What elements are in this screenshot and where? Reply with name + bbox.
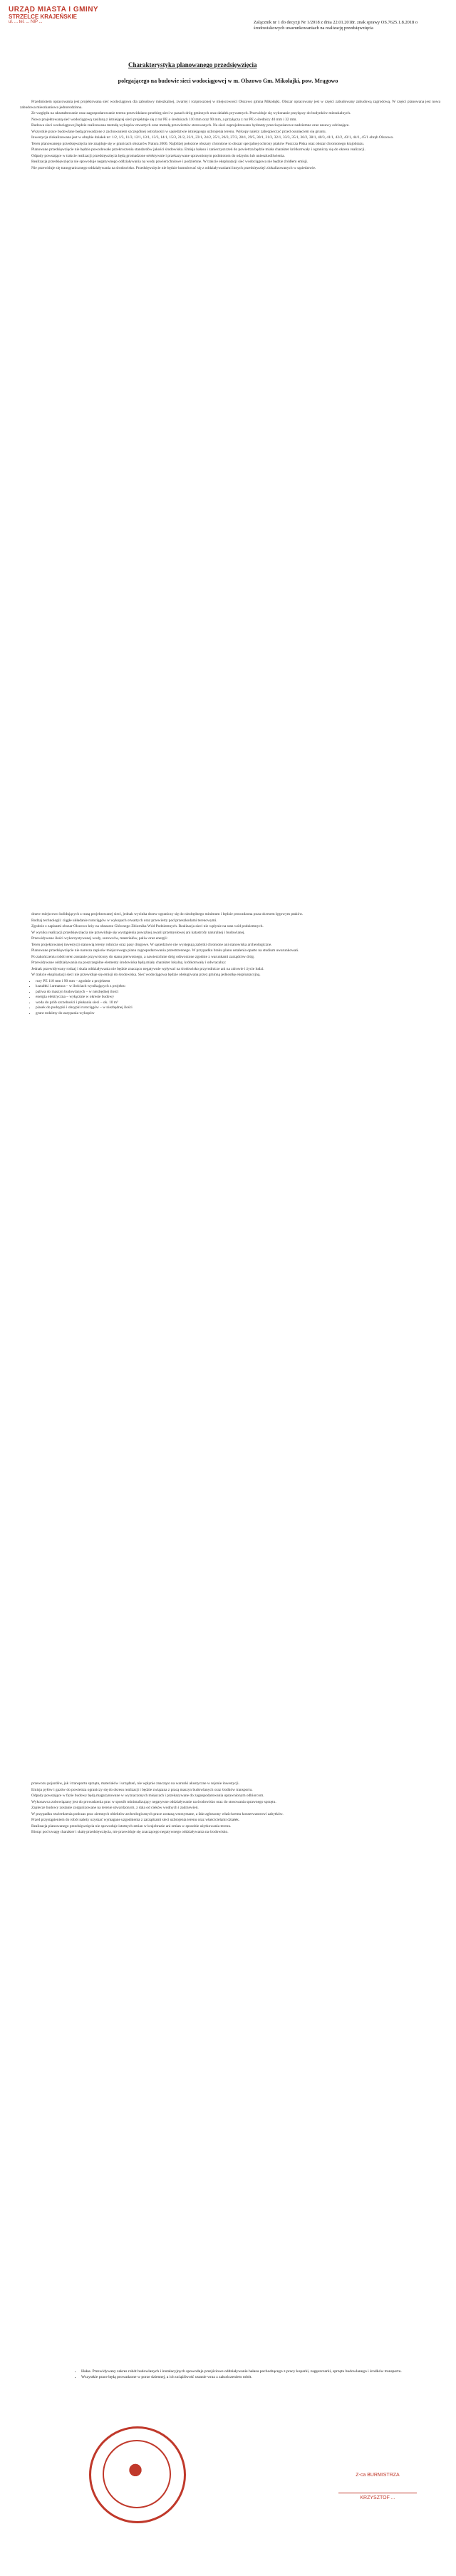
- office-name: URZĄD MIASTA I GMINY: [9, 6, 99, 14]
- paragraph: Zaplecze budowy zostanie zorganizowane na terenie utwardzonym, z dala od cieków wodnych i zadrzewień.: [31, 1806, 199, 1810]
- attachment-note: Załącznik nr 1 do decyzji Nr 1/2018 z dnia 22.01.2018r. znak sprawy OS.7625.1.8.2018 o środowiskowych uwarunkowaniach na realizację przedsięwzięcia: [254, 20, 418, 31]
- office-details: ul. ... tel. ... NIP ...: [9, 20, 43, 24]
- document-subtitle: polegającego na budowie sieci wodociągowej w m. Olszowo Gm. Mikołajki, pow. Mrągowo: [118, 78, 338, 84]
- paragraph: Nie przewiduje się transgranicznego oddziaływania na środowisko. Przedsięwzięcie nie będzie kumulować się z oddziaływaniami innych przedsięwzięć zlokalizowanych w sąsiedztwie.: [31, 165, 316, 170]
- paragraph: drzew miejscowo kolidujących z trasą projektowanej sieci, jednak wycinka drzew ograniczy się do niezbędnego minimum i będzie prowadzona poza okresem lęgowym ptaków.: [31, 912, 304, 916]
- list-item: • piasek do podsypki i obsypki rurociągów – w niezbędnej ilości: [36, 1005, 440, 1011]
- page-1: [0, 0, 456, 901]
- list-item: • energia elektryczna – wyłącznie w okresie budowy: [36, 995, 440, 1000]
- paragraph: Planowane przedsięwzięcie nie narusza zapisów miejscowego planu zagospodarowania przestrzennego. W przypadku braku planu ustalenia oparto na studium uwarunkowań.: [31, 948, 299, 953]
- paragraph: Wykonawca zobowiązany jest do prowadzenia prac w sposób minimalizujący negatywne oddziaływanie na środowisko oraz do stosowania sprawnego sprzętu.: [31, 1799, 276, 1804]
- paragraph: Biorąc pod uwagę charakter i skalę przedsięwzięcia, nie przewiduje się znaczącego negatywnego oddziaływania na środowisko.: [31, 1830, 229, 1834]
- list-item: • woda do prób szczelności i płukania sieci – ok. 10 m³: [36, 1000, 440, 1006]
- paragraph: Teren planowanego przedsięwzięcia nie znajduje się w granicach obszarów Natura 2000. Najbliżej położone obszary chronione to obszar specjalnej ochrony ptaków Puszcza Piska oraz obszar chronionego krajobrazu.: [31, 141, 365, 146]
- paragraph: Przewidywane oddziaływania na poszczególne elementy środowiska będą miały charakter lokalny, krótkotrwały i odwracalny:: [31, 961, 227, 965]
- paragraph: Po zakończeniu robót teren zostanie przywrócony do stanu pierwotnego, a nawierzchnie dróg odtworzone zgodnie z warunkami zarządców dróg.: [31, 954, 255, 959]
- eagle-emblem-icon: [121, 2457, 150, 2490]
- paragraph: Ze względu na ukształtowanie oraz zagospodarowanie terenu przewidziano przebieg sieci w pasach dróg gminnych oraz działek prywatnych. Przewiduje się wykonanie przyłączy do budynków mieszkalnych.: [31, 111, 351, 115]
- list-item: • Hałas. Przewidywany zakres robót budowlanych i instalacyjnych spowoduje przejściowe oddziaływanie hałasu pochodzącego z pracy koparki, zagęszczarki, sprzętu budowlanego i środków transportu.: [81, 2369, 406, 2375]
- paragraph: Przedmiotem opracowania jest projektowana sieć wodociągowa dla zabudowy mieszkalnej, zwartej i rozproszonej w miejscowości Olszowo gmina Mikołajki. Obszar opracowany jest w części zabudowany zabudową zagrodową. W części planowana jest nowa zabudowa mieszkaniowa jednorodzinna.: [20, 100, 440, 110]
- paragraph: Przed przystąpieniem do robót należy uzyskać wymagane uzgodnienia z zarządcami sieci uzbrojenia terenu oraz właścicielami działek.: [31, 1818, 240, 1822]
- list-item: • Wszystkie prace będą prowadzone w porze dziennej, a ich uciążliwość ustanie wraz z zakończeniem robót.: [81, 2375, 406, 2381]
- paragraph: Przewidywane ilości wykorzystywanej wody, surowców, materiałów, paliw oraz energii:: [31, 936, 168, 941]
- list-item: • paliwa do maszyn budowlanych – w niezbędnej ilości: [36, 990, 440, 995]
- page-2: [0, 901, 456, 1771]
- paragraph: Rodzaj technologii: ciągłe układanie rurociągów w wykopach otwartych oraz przewierty pod przeszkodami terenowymi.: [31, 918, 217, 923]
- paragraph: Wszystkie prace budowlane będą prowadzone z zachowaniem szczególnej ostrożności w sąsiedztwie istniejącego uzbrojenia terenu. Wykopy należy zabezpieczyć przed osunięciem się gruntu.: [31, 129, 326, 134]
- official-seal: [89, 2426, 186, 2523]
- page-2-body: [20, 912, 440, 1016]
- paragraph: Budowa sieci wodociągowej będzie realizowana metodą wykopów otwartych oraz metodą przewiertów sterowanych. Na sieci zaprojektowano hydranty przeciwpożarowe nadziemne oraz zasuwy odcinające.: [31, 123, 350, 128]
- list-item: • kształtki i armatura – w ilościach wynikających z projektu: [36, 984, 440, 990]
- page-1-body: [20, 100, 440, 172]
- paragraph: Realizacja planowanego przedsięwzięcia nie spowoduje istotnych zmian w krajobrazie ani zmian w sposobie użytkowania terenu.: [31, 1824, 232, 1828]
- paragraph: W wyniku realizacji przedsięwzięcia nie przewiduje się wystąpienia poważnej awarii przemysłowej ani katastrofy naturalnej i budowlanej.: [31, 930, 245, 935]
- paragraph: przewozu pojazdów, jak i transportu sprzętu, materiałów i urządzeń, nie wpłynie znacząco na warunki akustyczne w rejonie inwestycji.: [31, 1781, 239, 1786]
- page-3-body: [20, 1781, 440, 1836]
- paragraph: Inwestycja zlokalizowana jest w obrębie działek nr: 1/2, 1/3, 11/3, 12/1, 13/1, 13/3, 14/1, 15/3, 21/2, 22/1, 23/1, 24/2, 25/1, 26/3, 27/2, 28/1, 29/5, 30/1, 31/2, 32/1, 33/3, 35/1, 36/2, 38/1, 40/3, 41/1, 42/2, 43/1, 44/1, 45/1 obręb Olszowo.: [31, 135, 394, 140]
- materials-list: [20, 979, 440, 1017]
- document-title: Charakterystyka planowanego przedsięwzięcia: [128, 61, 257, 68]
- paragraph: Zgodnie z zapisami obszar Olszowo leży na obszarze Głównego Zbiornika Wód Podziemnych. Realizacja sieci nie wpłynie na stan wód podziemnych.: [31, 924, 264, 929]
- signature-line: [338, 2480, 417, 2493]
- signer-name: KRZYSZTOF ...: [360, 2495, 395, 2500]
- paragraph: Nowo projektowaną sieć wodociągową zasilaną z istniejącej sieci projektuje się z rur PE o średnicach 110 mm oraz 90 mm, a przyłącza z rur PE o średnicy 40 mm i 32 mm.: [31, 117, 297, 122]
- paragraph: Jednak przewidywany rodzaj i skala oddziaływania nie będzie znacząco negatywnie wpływać na środowisko przyrodnicze ani na zdrowie i życie ludzi.: [31, 966, 264, 971]
- signature-block: [335, 2473, 420, 2500]
- paragraph: Odpady powstające w fazie budowy będą magazynowane w wyznaczonych miejscach i przekazywane do zagospodarowania uprawnionym odbiorcom.: [31, 1794, 264, 1798]
- office-stamp: [9, 6, 115, 24]
- list-item: • rury PE 110 mm i 90 mm – zgodnie z projektem: [36, 979, 440, 985]
- paragraph: Odpady powstające w trakcie realizacji przedsięwzięcia będą gromadzone selektywnie i przekazywane uprawnionym podmiotom do odzysku lub unieszkodliwienia.: [31, 153, 285, 158]
- paragraph: W przypadku stwierdzenia podczas prac ziemnych obiektów archeologicznych prace zostaną wstrzymane, a fakt zgłoszony właściwemu konserwatorowi zabytków.: [31, 1811, 284, 1816]
- paragraph: W trakcie eksploatacji sieci nie przewiduje się emisji do środowiska. Sieć wodociągowa będzie obsługiwana przez gminną jednostkę eksploatacyjną.: [31, 973, 261, 977]
- page-3: [0, 1771, 456, 2576]
- signer-role: Z-ca BURMISTRZA: [356, 2473, 400, 2478]
- office-town: STRZELCE KRAJEŃSKIE: [9, 14, 78, 20]
- paragraph: Realizacja przedsięwzięcia nie spowoduje negatywnego oddziaływania na wody powierzchniowe i podziemne. W trakcie eksploatacji sieć wodociągowa nie będzie źródłem emisji.: [31, 160, 309, 164]
- paragraph: Planowane przedsięwzięcie nie będzie powodowało przekroczenia standardów jakości środowiska. Emisja hałasu i zanieczyszczeń do powietrza będzie miała charakter krótkotrwały i ograniczy się do okresu realizacji.: [31, 148, 366, 152]
- paragraph: Emisja pyłów i gazów do powietrza ograniczy się do okresu realizacji i będzie związana z pracą maszyn budowlanych oraz środków transportu.: [31, 1787, 253, 1792]
- list-item: • grunt rodzimy do zasypania wykopów: [36, 1011, 440, 1017]
- footnote-block: [71, 2369, 406, 2380]
- paragraph: Teren projektowanej inwestycji stanowią tereny rolnicze oraz pasy drogowe. W sąsiedztwie nie występują zabytki chronione ani stanowiska archeologiczne.: [31, 942, 272, 947]
